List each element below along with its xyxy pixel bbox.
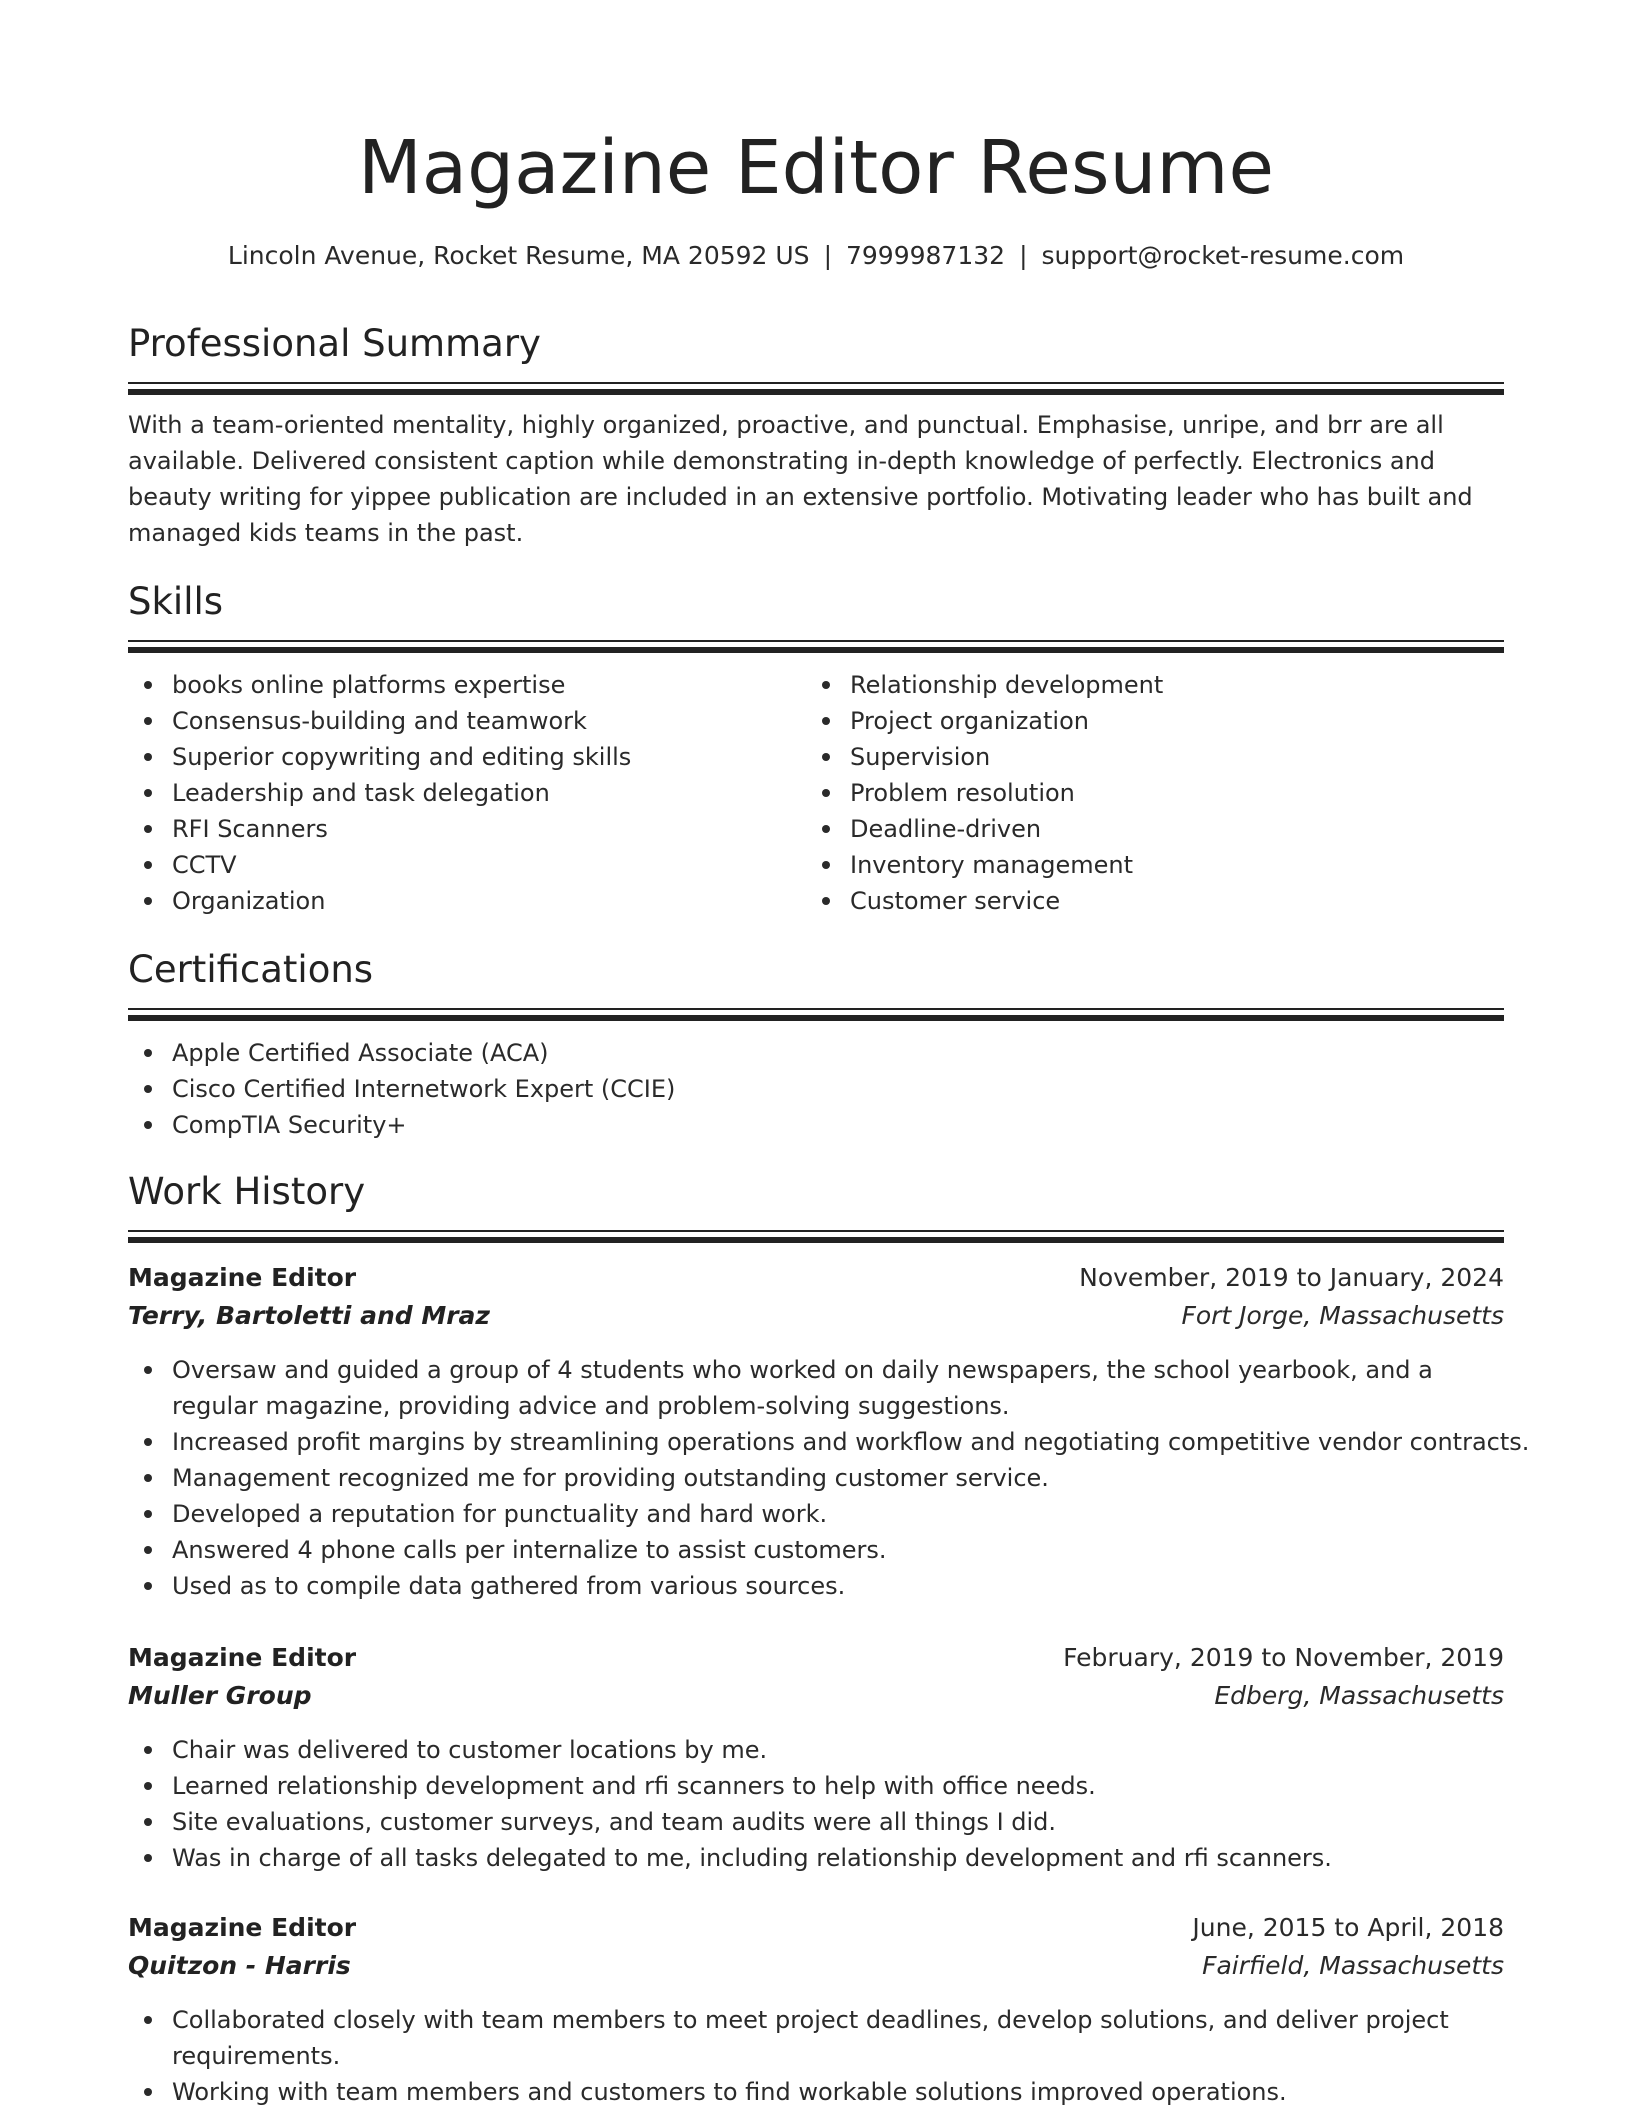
skill-item: books online platforms expertise [128, 667, 804, 703]
skill-item: Customer service [806, 883, 1504, 919]
section-rule [128, 1008, 1504, 1010]
job-bullet: Management recognized me for providing outstanding customer service. [128, 1460, 1504, 1496]
job-company: Terry, Bartoletti and Mraz [128, 1301, 490, 1330]
job-location: Fairfield, Massachusetts [1202, 1951, 1504, 1980]
skill-item: RFI Scanners [128, 811, 804, 847]
summary-heading: Professional Summary [128, 322, 541, 365]
skill-item: Leadership and task delegation [128, 775, 804, 811]
job-dates: June, 2015 to April, 2018 [1192, 1913, 1504, 1942]
job-bullet: Site evaluations, customer surveys, and team audits were all things I did. [128, 1804, 1504, 1840]
job-dates: November, 2019 to January, 2024 [1079, 1263, 1504, 1292]
contact-separator: | [823, 241, 832, 270]
job-title: Magazine Editor [128, 1263, 357, 1292]
section-rule [128, 1230, 1504, 1232]
job-bullets [128, 1352, 1530, 1604]
summary-text: With a team-oriented mentality, highly organized, proactive, and punctual. Emphasise, unripe, and brr are all available. Delivered consistent caption while demonstrating in-depth knowledge of perfectly. Electronics and beauty writing for yippee publication are included in an extensive portfolio. Motivating leader who has built and managed kids teams in the past. [128, 411, 1473, 547]
phone: 7999987132 [846, 241, 1006, 270]
job-company-row [128, 1947, 1504, 1985]
job-company: Quitzon - Harris [128, 1951, 351, 1980]
certification-item: Cisco Certified Internetwork Expert (CCIE) [128, 1071, 1504, 1107]
job-bullet: Chair was delivered to customer locations by me. [128, 1732, 1504, 1768]
address: Lincoln Avenue, Rocket Resume, MA 20592 US [227, 241, 810, 270]
contact-line [128, 238, 1504, 274]
skill-item: CCTV [128, 847, 804, 883]
job-bullet: Increased profit margins by streamlining operations and workflow and negotiating competitive vendor contracts. [128, 1424, 1504, 1460]
certification-item: CompTIA Security+ [128, 1107, 1504, 1143]
resume-title: Magazine Editor Resume [357, 125, 1275, 211]
job-location: Fort Jorge, Massachusetts [1181, 1301, 1504, 1330]
job-company-row [128, 1297, 1504, 1335]
section-rule-thick [128, 647, 1504, 653]
job-bullet: Collaborated closely with team members to meet project deadlines, develop solutions, and deliver project requirements. [128, 2002, 1504, 2074]
job-header-row [128, 1259, 1504, 1297]
job-bullet: Answered 4 phone calls per internalize to assist customers. [128, 1532, 1504, 1568]
skill-item: Consensus-building and teamwork [128, 703, 804, 739]
job-title: Magazine Editor [128, 1643, 357, 1672]
certifications-heading: Certifications [128, 948, 374, 991]
job-header-row [128, 1909, 1504, 1947]
job-bullet: Oversaw and guided a group of 4 students who worked on daily newspapers, the school yearbook, and a regular magazine, providing advice and problem-solving suggestions. [128, 1352, 1504, 1424]
job-bullets [128, 1732, 1504, 1876]
certifications-list [128, 1035, 1504, 1143]
skill-item: Supervision [806, 739, 1504, 775]
skills-section-header [128, 576, 1504, 653]
job-location: Edberg, Massachusetts [1214, 1681, 1504, 1710]
job-company-row [128, 1677, 1504, 1715]
job-bullet: Developed a reputation for punctuality and hard work. [128, 1496, 1504, 1532]
skills-list-left [128, 667, 804, 919]
work-section-header [128, 1166, 1504, 1243]
section-rule-thick [128, 1237, 1504, 1243]
skill-item: Problem resolution [806, 775, 1504, 811]
work-heading: Work History [128, 1170, 366, 1213]
job-bullet: Was in charge of all tasks delegated to me, including relationship development and rfi scanners. [128, 1840, 1504, 1876]
skill-item: Organization [128, 883, 804, 919]
certification-item: Apple Certified Associate (ACA) [128, 1035, 1504, 1071]
job-bullet: Learned relationship development and rfi scanners to help with office needs. [128, 1768, 1504, 1804]
section-rule-thick [128, 1015, 1504, 1021]
job-bullets [128, 2002, 1504, 2110]
job-company: Muller Group [128, 1681, 312, 1710]
job-bullet: Used as to compile data gathered from various sources. [128, 1568, 1504, 1604]
job-bullet: Working with team members and customers to find workable solutions improved operations. [128, 2074, 1504, 2110]
skill-item: Superior copywriting and editing skills [128, 739, 804, 775]
section-rule [128, 640, 1504, 642]
job-title: Magazine Editor [128, 1913, 357, 1942]
summary-section-header [128, 318, 1504, 395]
section-rule [128, 382, 1504, 384]
section-rule-thick [128, 389, 1504, 395]
skill-item: Deadline-driven [806, 811, 1504, 847]
skill-item: Inventory management [806, 847, 1504, 883]
contact-separator: | [1019, 241, 1028, 270]
certifications-section-header [128, 944, 1504, 1021]
job-header-row [128, 1639, 1504, 1677]
skills-heading: Skills [128, 580, 224, 623]
skill-item: Relationship development [806, 667, 1504, 703]
skills-list-right [806, 667, 1504, 919]
skill-item: Project organization [806, 703, 1504, 739]
job-dates: February, 2019 to November, 2019 [1063, 1643, 1504, 1672]
email: support@rocket-resume.com [1041, 241, 1405, 270]
